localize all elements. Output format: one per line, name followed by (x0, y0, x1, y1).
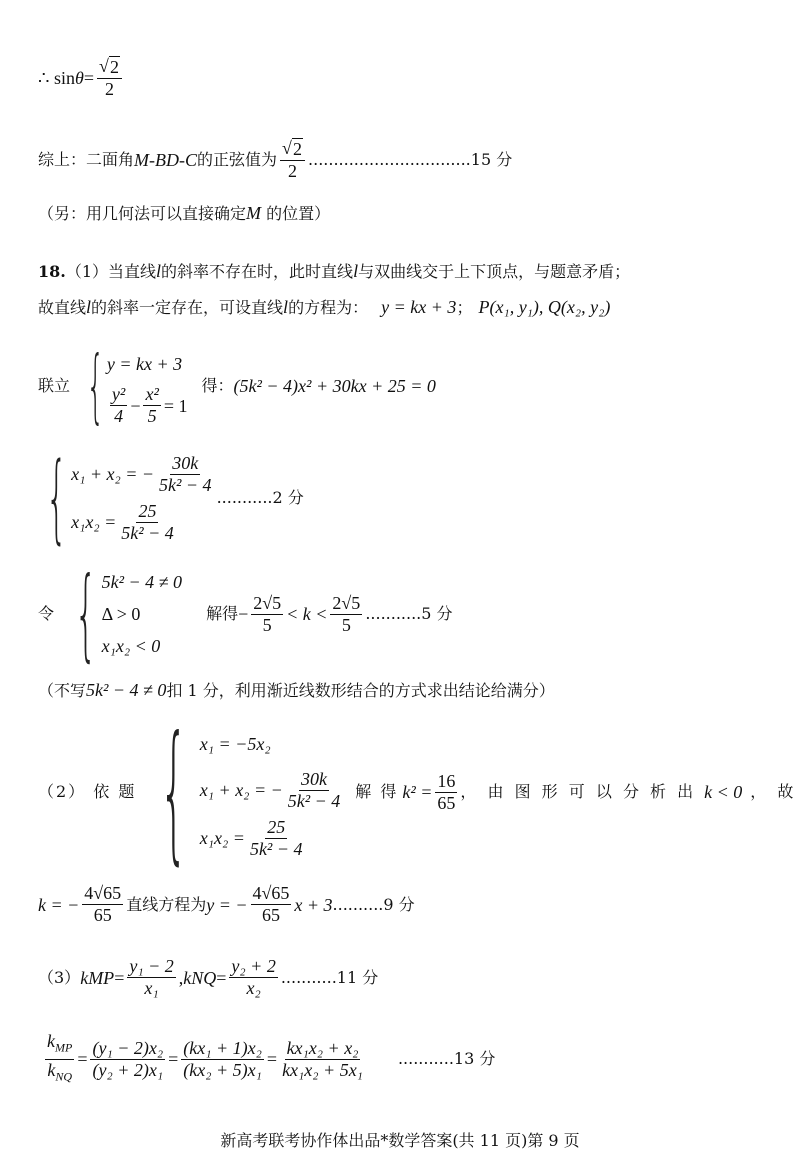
sin-theta-result: ∴ sin θ = √ 2 2 (38, 56, 125, 100)
line-equation-setup: 故直线l的斜率一定存在，可设直线l的方程为： y = kx + 3； P(x₁, y₁), Q(x₂, y₂) (38, 297, 611, 317)
alternative-note: （另：用几何法可以直接确定M 的位置） (38, 203, 331, 223)
dihedral-angle-conclusion: 综上：二面角 M-BD-C 的正弦值为 √ 2 2 ................................ 15 分 (38, 138, 513, 181)
grading-note: （不写5k² − 4 ≠ 0扣 1 分，利用渐近线数形结合的方式求出结论给满分） (38, 680, 555, 700)
page-footer: 新高考联考协作体出品*数学答案(共 11 页)第 9 页 (220, 1131, 580, 1150)
conditions-system: 令 { 5k² − 4 ≠ 0 Δ > 0 x₁x₂ < 0 解得 − $\frac{2√5}{5}$ < k < $\frac{2√5}{5}$ ........... 5 分 (38, 555, 453, 672)
problem-18-part3-slopes: （3） k MP = $\frac{\text{y₁ − 2}}{\text{x₁}}$ , k NQ = $\frac{\text{y₂ + 2}}{\text{x₂}}$ ........... 11 分 (38, 956, 379, 998)
problem-18-part2: （2） 依 题 { x₁ = −5x₂ x₁ + x₂ = − $\frac{30k}{\text{5k² − 4}}$ x₁x₂ = $\frac{25}{\text{5k² − 4}}$ 解 得 k² = $\frac{16}{65}$ ， 由 图 形 可 以 分 析 出 k < 0 ， 故 (38, 705, 797, 879)
slope-and-line-equation: k = − $\frac{4√65}{65}$ 直线方程为 y = − $\frac{4√65}{65}$ x + 3 .......... 9 分 (38, 883, 415, 925)
problem-18-part1-intro: 18.（1）当直线l的斜率不存在时，此时直线l与双曲线交于上下顶点，与题意矛盾； (38, 261, 631, 281)
system-equations-1: 联立 { y = kx + 3 $\frac{\text{y²}}{4}$ − $\frac{\text{x²}}{5}$ = 1 得： (5k² − 4)x² + 30kx + 25 = 0 (38, 338, 436, 432)
slope-ratio: $\frac{k_{MP}}{k_{NQ}}$ = $\frac{\text{(y₁ − 2)x₂}}{\text{(y₂ + 2)x₁}}$ = $\frac{\text{(kx₁ + 1)x₂}}{\text{(kx₂ + 5)x₁}}$ = $\frac{\text{kx₁x₂ + x₂}}{\text{kx₁x₂ + 5x₁}}$ ........... 13 分 (47, 1031, 496, 1084)
vieta-relations: { x₁ + x₂ = − $\frac{30k}{\text{5k² − 4}}$ x₁x₂ = $\frac{25}{\text{5k² − 4}}$ ........... 2 分 (45, 442, 304, 554)
